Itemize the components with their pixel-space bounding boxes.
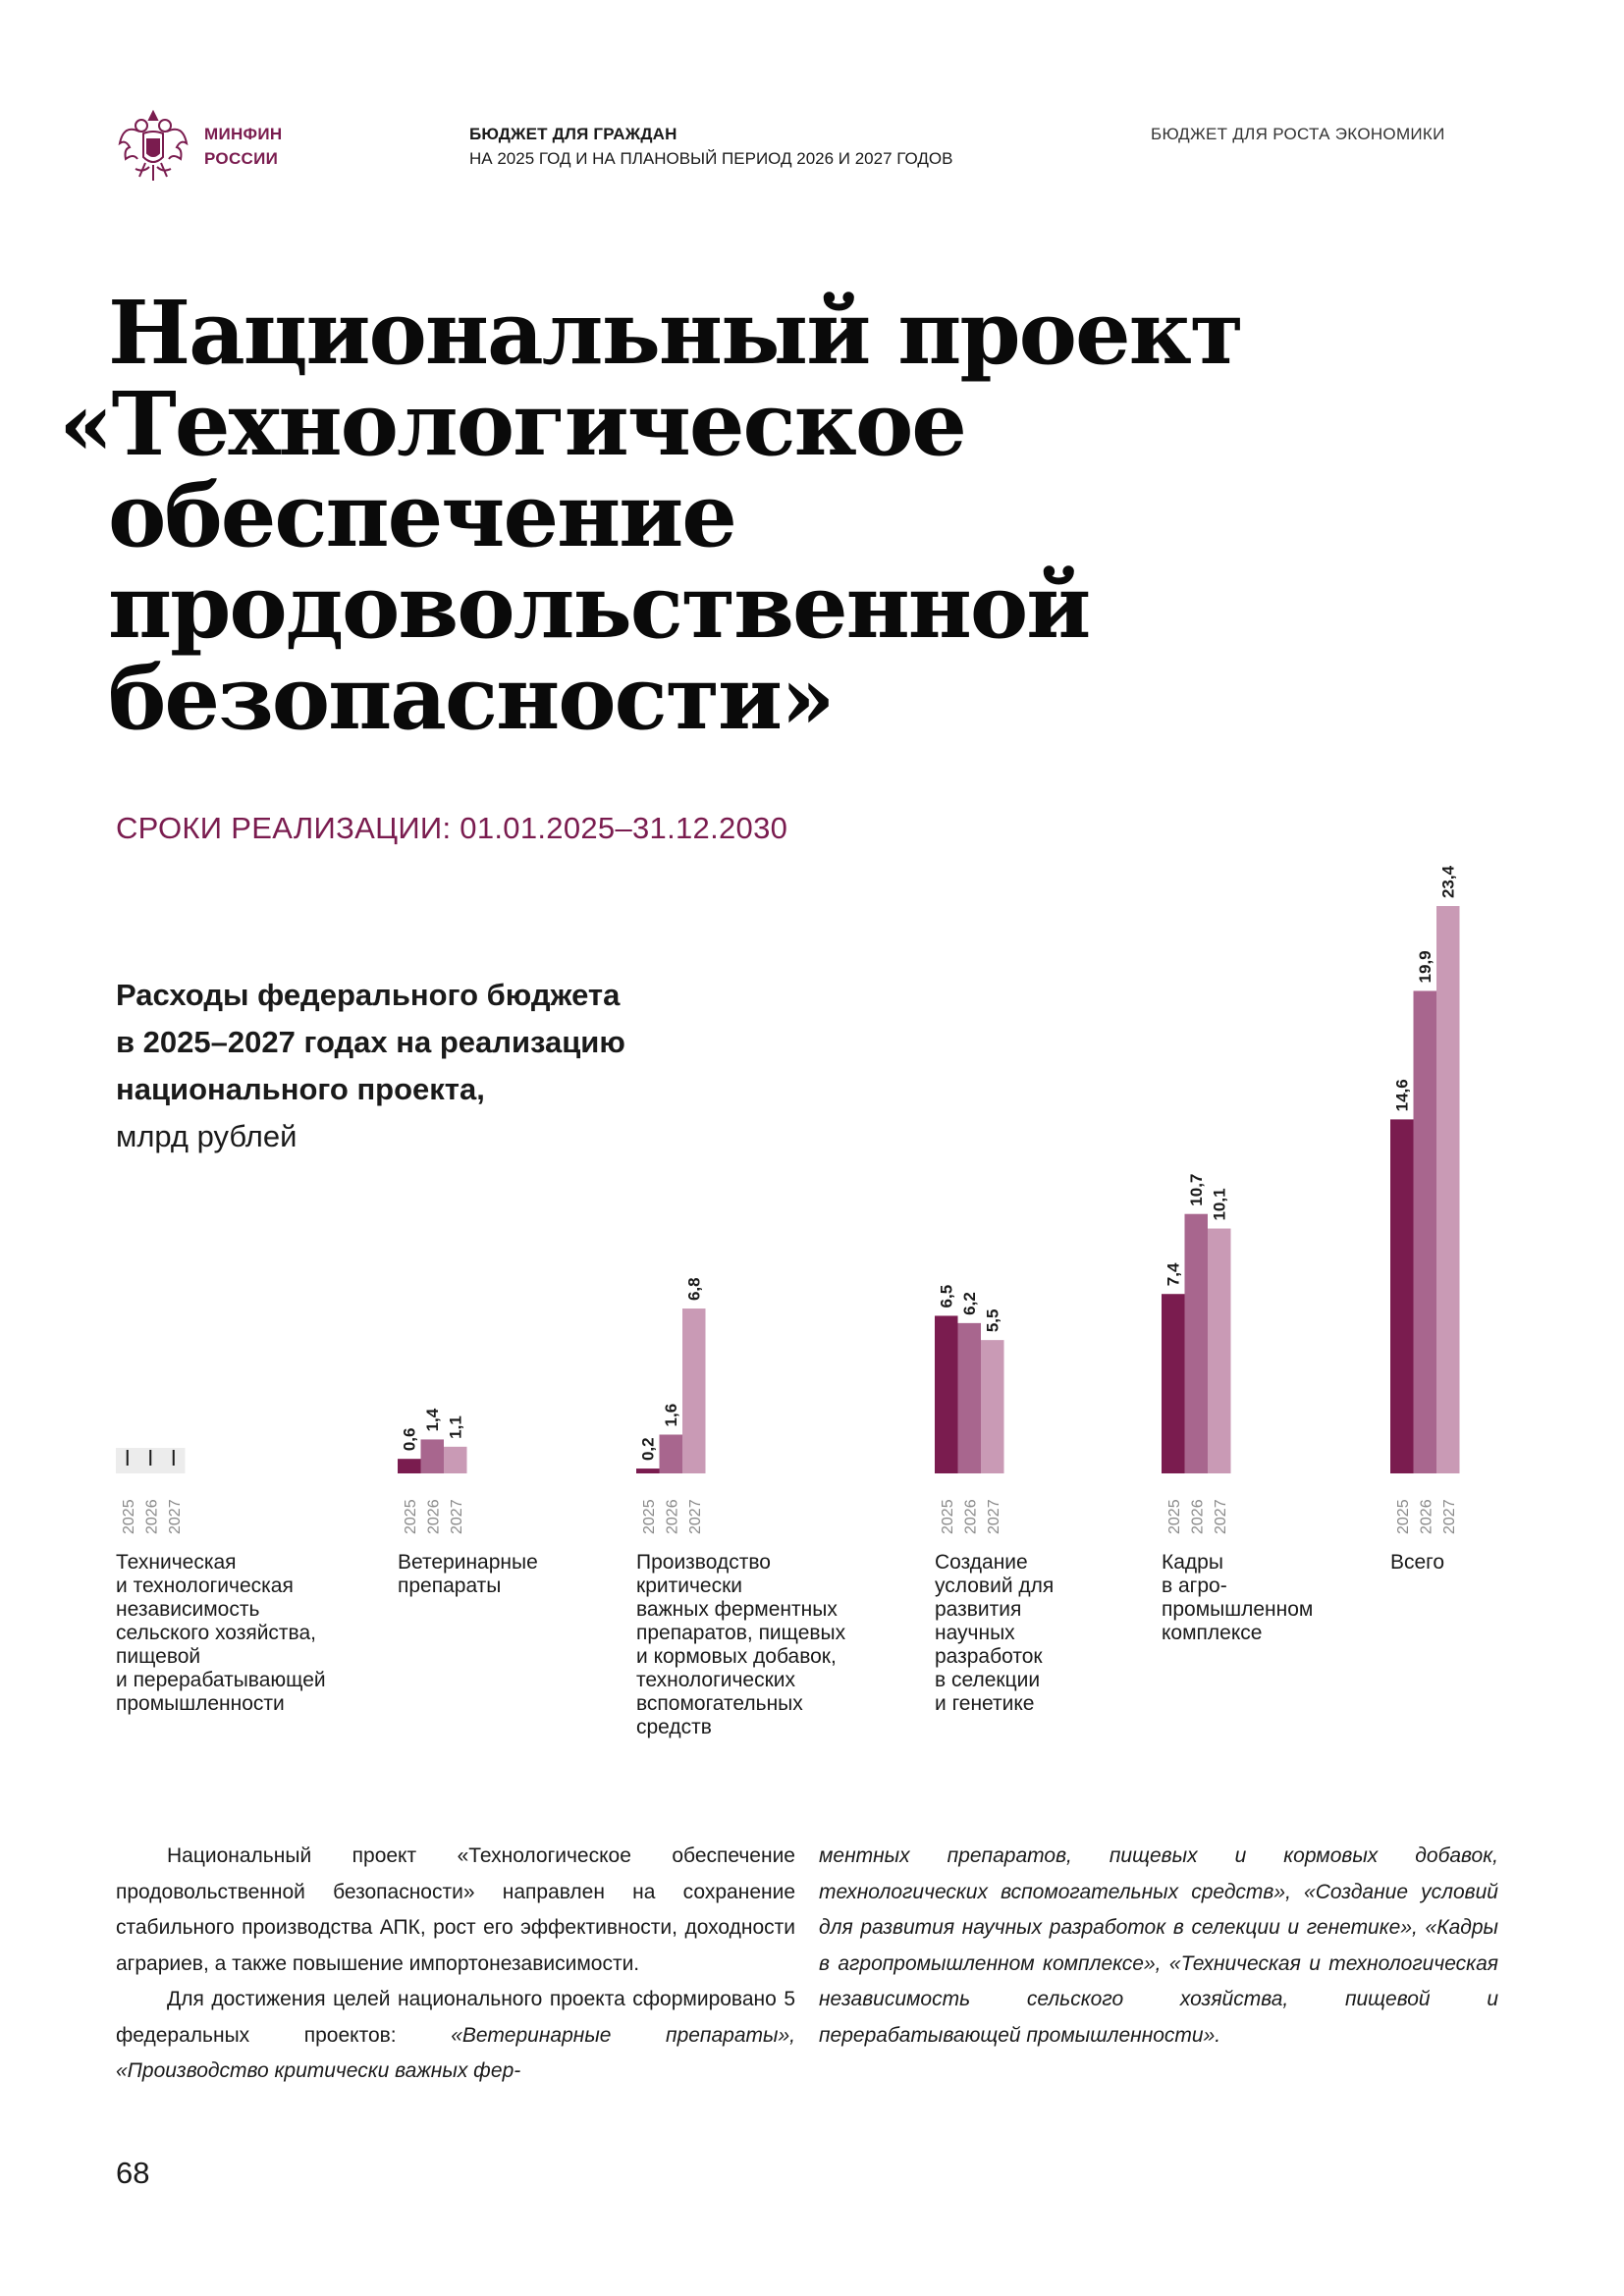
chart-heading-line: Расходы федерального бюджета — [116, 978, 621, 1012]
body-text-right — [819, 1839, 1498, 2054]
category-label-line: критически — [636, 1575, 742, 1597]
paragraph-italic-text: «Ветеринарные препараты», «Производство критически важных фер- — [116, 2023, 795, 2082]
year-tick-label: 2025 — [939, 1499, 956, 1534]
year-tick-label: 2025 — [1165, 1499, 1183, 1534]
category-label-line: в селекции — [935, 1669, 1041, 1691]
category-label-line: технологических — [636, 1669, 796, 1691]
document-title-block — [469, 122, 952, 171]
year-tick-label: 2026 — [143, 1499, 161, 1534]
data-label: 6,2 — [960, 1292, 980, 1315]
data-label: 19,9 — [1416, 950, 1435, 984]
chart-bar — [1185, 1214, 1209, 1473]
chart-bar — [682, 1308, 706, 1473]
year-tick-label: 2027 — [985, 1499, 1002, 1534]
category-label-line: и генетике — [935, 1692, 1035, 1715]
year-tick-label: 2026 — [664, 1499, 681, 1534]
category-label-line: в агро- — [1162, 1575, 1227, 1597]
category-label-line: Кадры — [1162, 1551, 1223, 1574]
category-label-line: сельского хозяйства, — [116, 1622, 316, 1644]
category-label — [1390, 1551, 1444, 1575]
category-label-line: препаратов, пищевых — [636, 1622, 846, 1644]
category-label-line: важных ферментных — [636, 1598, 838, 1621]
org-name-line2: РОССИИ — [204, 149, 279, 168]
data-label: 6,5 — [937, 1284, 956, 1308]
chart-bar — [660, 1434, 683, 1473]
category-label — [398, 1551, 538, 1598]
year-tick-label: 2026 — [962, 1499, 980, 1534]
chart-bar — [1414, 990, 1437, 1473]
title-line: продовольственной — [108, 555, 1090, 658]
title-line: «Технологическое — [59, 372, 965, 475]
data-label: 1,4 — [423, 1408, 443, 1432]
year-tick-label: 2025 — [1394, 1499, 1412, 1534]
data-label: 1,1 — [446, 1415, 465, 1439]
chart-heading-line: в 2025–2027 годах на реализацию — [116, 1025, 625, 1059]
category-label-line: и кормовых добавок, — [636, 1645, 837, 1668]
org-name-line1: МИНФИН — [204, 125, 283, 143]
empty-bar-placeholder — [139, 1448, 163, 1473]
category-label-line: и перерабатывающей — [116, 1669, 326, 1691]
data-label: 6,8 — [684, 1277, 704, 1302]
paragraph: Национальный проект «Технологическое обеспечение продовольственной безопасности» направлен на сохранение стабильного производства АПК, рост его эффективности, доходности аграриев, а также повышение импортонезависимости. — [116, 1844, 795, 1975]
category-label-line: независимость — [116, 1598, 260, 1621]
data-label: 14,6 — [1392, 1079, 1412, 1112]
paragraph — [116, 1982, 795, 2090]
year-tick-label: 2026 — [1418, 1499, 1435, 1534]
chart-heading — [116, 972, 803, 1160]
year-tick-label: 2025 — [640, 1499, 658, 1534]
page-title — [0, 281, 1473, 749]
chart-bar — [935, 1315, 958, 1473]
chart-bar — [421, 1439, 445, 1473]
year-tick-label: 2026 — [425, 1499, 443, 1534]
category-label-line: Ветеринарные — [398, 1551, 538, 1574]
category-label-line: Создание — [935, 1551, 1028, 1574]
year-tick-label: 2026 — [1189, 1499, 1207, 1534]
chart-bar — [444, 1447, 467, 1473]
category-label — [116, 1551, 326, 1716]
title-line: безопасности» — [108, 646, 834, 749]
title-line: Национальный проект — [108, 281, 1242, 384]
implementation-terms: СРОКИ РЕАЛИЗАЦИИ: 01.01.2025–31.12.2030 — [116, 811, 788, 845]
data-label: 23,4 — [1438, 865, 1458, 899]
coat-of-arms-icon — [116, 104, 190, 187]
data-label: 5,5 — [983, 1308, 1002, 1333]
paragraph-text: Для достижения целей национального проекта сформировано 5 федеральных проектов: — [116, 1988, 795, 2047]
data-label: 0,2 — [638, 1437, 658, 1462]
org-name — [204, 122, 282, 171]
category-label-line: Производство — [636, 1551, 771, 1574]
section-name: БЮДЖЕТ ДЛЯ РОСТА ЭКОНОМИКИ — [1151, 125, 1445, 143]
chart-bar — [1208, 1229, 1231, 1473]
category-label-line: комплексе — [1162, 1622, 1263, 1644]
category-label — [636, 1551, 845, 1739]
document-title: БЮДЖЕТ ДЛЯ ГРАЖДАН — [469, 125, 677, 143]
empty-bar-placeholder — [162, 1448, 186, 1473]
year-tick-label: 2027 — [166, 1499, 184, 1534]
data-label: 0,6 — [400, 1427, 419, 1452]
data-label: 7,4 — [1164, 1262, 1183, 1287]
year-tick-label: 2027 — [1440, 1499, 1458, 1534]
category-label-line: пищевой — [116, 1645, 201, 1668]
year-tick-label: 2027 — [1212, 1499, 1229, 1534]
year-tick-label: 2025 — [402, 1499, 419, 1534]
page-number: 68 — [116, 2156, 150, 2190]
chart-bar — [958, 1323, 982, 1473]
category-label — [935, 1551, 1054, 1716]
category-label-line: средств — [636, 1716, 712, 1738]
data-label: 10,1 — [1210, 1188, 1229, 1221]
category-label-line: промышленном — [1162, 1598, 1314, 1621]
category-label-line: развития — [935, 1598, 1022, 1621]
chart-bar — [1162, 1294, 1185, 1473]
empty-bar-placeholder — [116, 1448, 139, 1473]
category-label-line: Техническая — [116, 1551, 237, 1574]
chart-heading-line: национального проекта, — [116, 1072, 485, 1106]
document-subtitle: НА 2025 ГОД И НА ПЛАНОВЫЙ ПЕРИОД 2026 И 2027 ГОДОВ — [469, 149, 953, 168]
data-label: 1,6 — [662, 1403, 681, 1427]
category-label-line: разработок — [935, 1645, 1043, 1668]
chart-bar — [981, 1340, 1004, 1473]
chart-unit: млрд рублей — [116, 1119, 298, 1153]
chart-bar — [1436, 906, 1460, 1473]
category-label-line: научных — [935, 1622, 1015, 1644]
category-label-line: промышленности — [116, 1692, 285, 1715]
title-line: обеспечение — [108, 463, 735, 566]
year-tick-label: 2025 — [120, 1499, 137, 1534]
category-label-line: препараты — [398, 1575, 502, 1597]
category-label-line: Всего — [1390, 1551, 1445, 1574]
chart-bar — [1390, 1119, 1414, 1473]
year-tick-label: 2027 — [448, 1499, 465, 1534]
category-label — [1162, 1551, 1313, 1645]
paragraph: ментных препаратов, пищевых и кормовых добавок, технологических вспомогательных средств», «Создание условий для развития научных разработок в селекции и генетике», «Кадры в агропромышленном комплексе», «Техническая и технологическая независимость сельского хозяйства, пищевой и перерабатывающей промышленности». — [819, 1844, 1498, 2047]
chart-bar — [398, 1459, 421, 1473]
category-label-line: и технологическая — [116, 1575, 294, 1597]
chart-bar — [636, 1468, 660, 1473]
category-label-line: вспомогательных — [636, 1692, 803, 1715]
category-label-line: условий для — [935, 1575, 1055, 1597]
data-label: 10,7 — [1187, 1173, 1207, 1206]
body-text-left — [116, 1839, 795, 2090]
year-tick-label: 2027 — [686, 1499, 704, 1534]
